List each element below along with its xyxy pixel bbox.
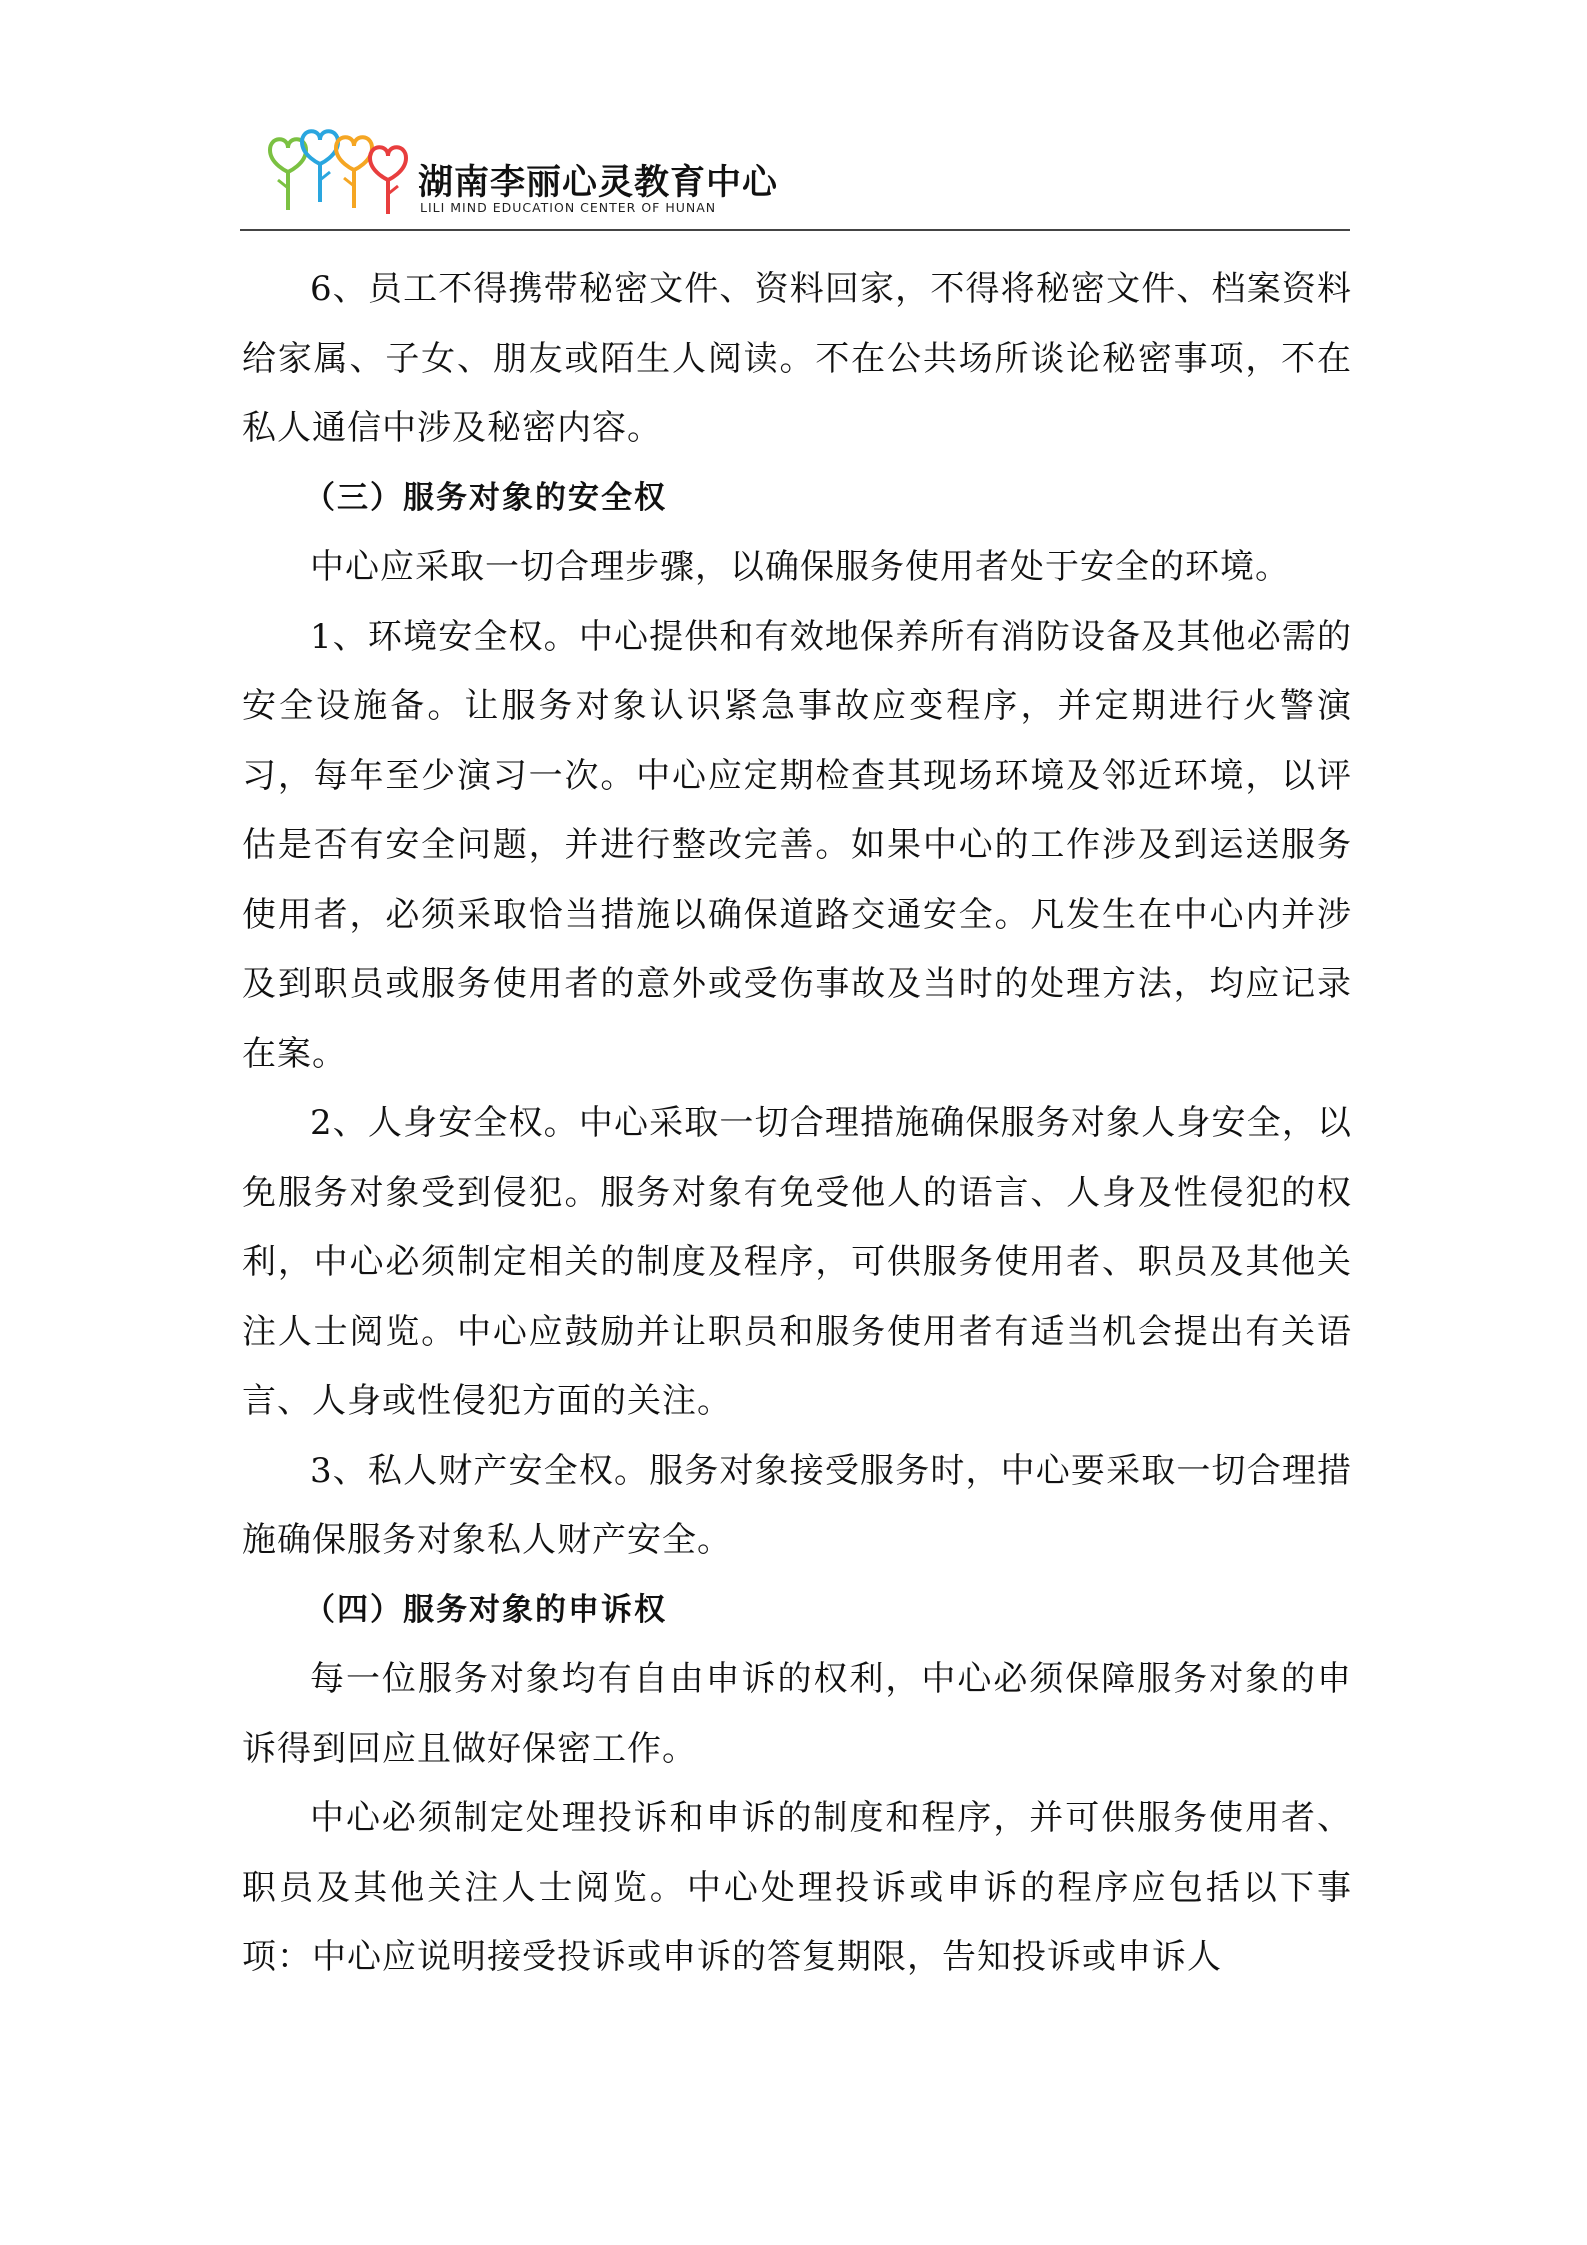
paragraph-safety-intro: 中心应采取一切合理步骤，以确保服务使用者处于安全的环境。 [310,547,1290,587]
header-divider [240,229,1350,231]
paragraph-personal-safety: 2、人身安全权。中心采取一切合理措施确保服务对象人身安全，以免服务对象受到侵犯。服务对象有免受他人的语言、人身及性侵犯的权利，中心必须制定相关的制度及程序，可供服务使用者、职员及其他关注人士阅览。中心应鼓励并让职员和服务使用者有适当机会提出有关语言、人身或性侵犯方面的关注。 [242,1103,1352,1421]
page-header [240,120,1350,230]
section-heading-3: （三）服务对象的安全权 [304,479,667,516]
paragraph-item-6: 6、员工不得携带秘密文件、资料回家，不得将秘密文件、档案资料给家属、子女、朋友或陌生人阅读。不在公共场所谈论秘密事项，不在私人通信中涉及秘密内容。 [242,269,1352,448]
tree-logo-icon [266,128,411,216]
paragraph-complaint-intro: 每一位服务对象均有自由申诉的权利，中心必须保障服务对象的申诉得到回应且做好保密工作。 [242,1659,1352,1769]
section-heading-4: （四）服务对象的申诉权 [304,1591,667,1628]
paragraph-environment-safety: 1、环境安全权。中心提供和有效地保养所有消防设备及其他必需的安全设施备。让服务对象认识紧急事故应变程序，并定期进行火警演习，每年至少演习一次。中心应定期检查其现场环境及邻近环境，以评估是否有安全问题，并进行整改完善。如果中心的工作涉及到运送服务使用者，必须采取恰当措施以确保道路交通安全。凡发生在中心内并涉及到职员或服务使用者的意外或受伤事故及当时的处理方法，均应记录在案。 [242,616,1352,1074]
paragraph-complaint-procedure: 中心必须制定处理投诉和申诉的制度和程序，并可供服务使用者、职员及其他关注人士阅览。中心处理投诉或申诉的程序应包括以下事项：中心应说明接受投诉或申诉的答复期限，告知投诉或申诉人 [242,1798,1352,1977]
document-body [242,255,1352,1993]
org-name: 湖南李丽心灵教育中心 [418,163,779,203]
org-name-english: LILI MIND EDUCATION CENTER OF HUNAN [420,200,717,215]
paragraph-property-safety: 3、私人财产安全权。服务对象接受服务时，中心要采取一切合理措施确保服务对象私人财产安全。 [242,1450,1352,1560]
